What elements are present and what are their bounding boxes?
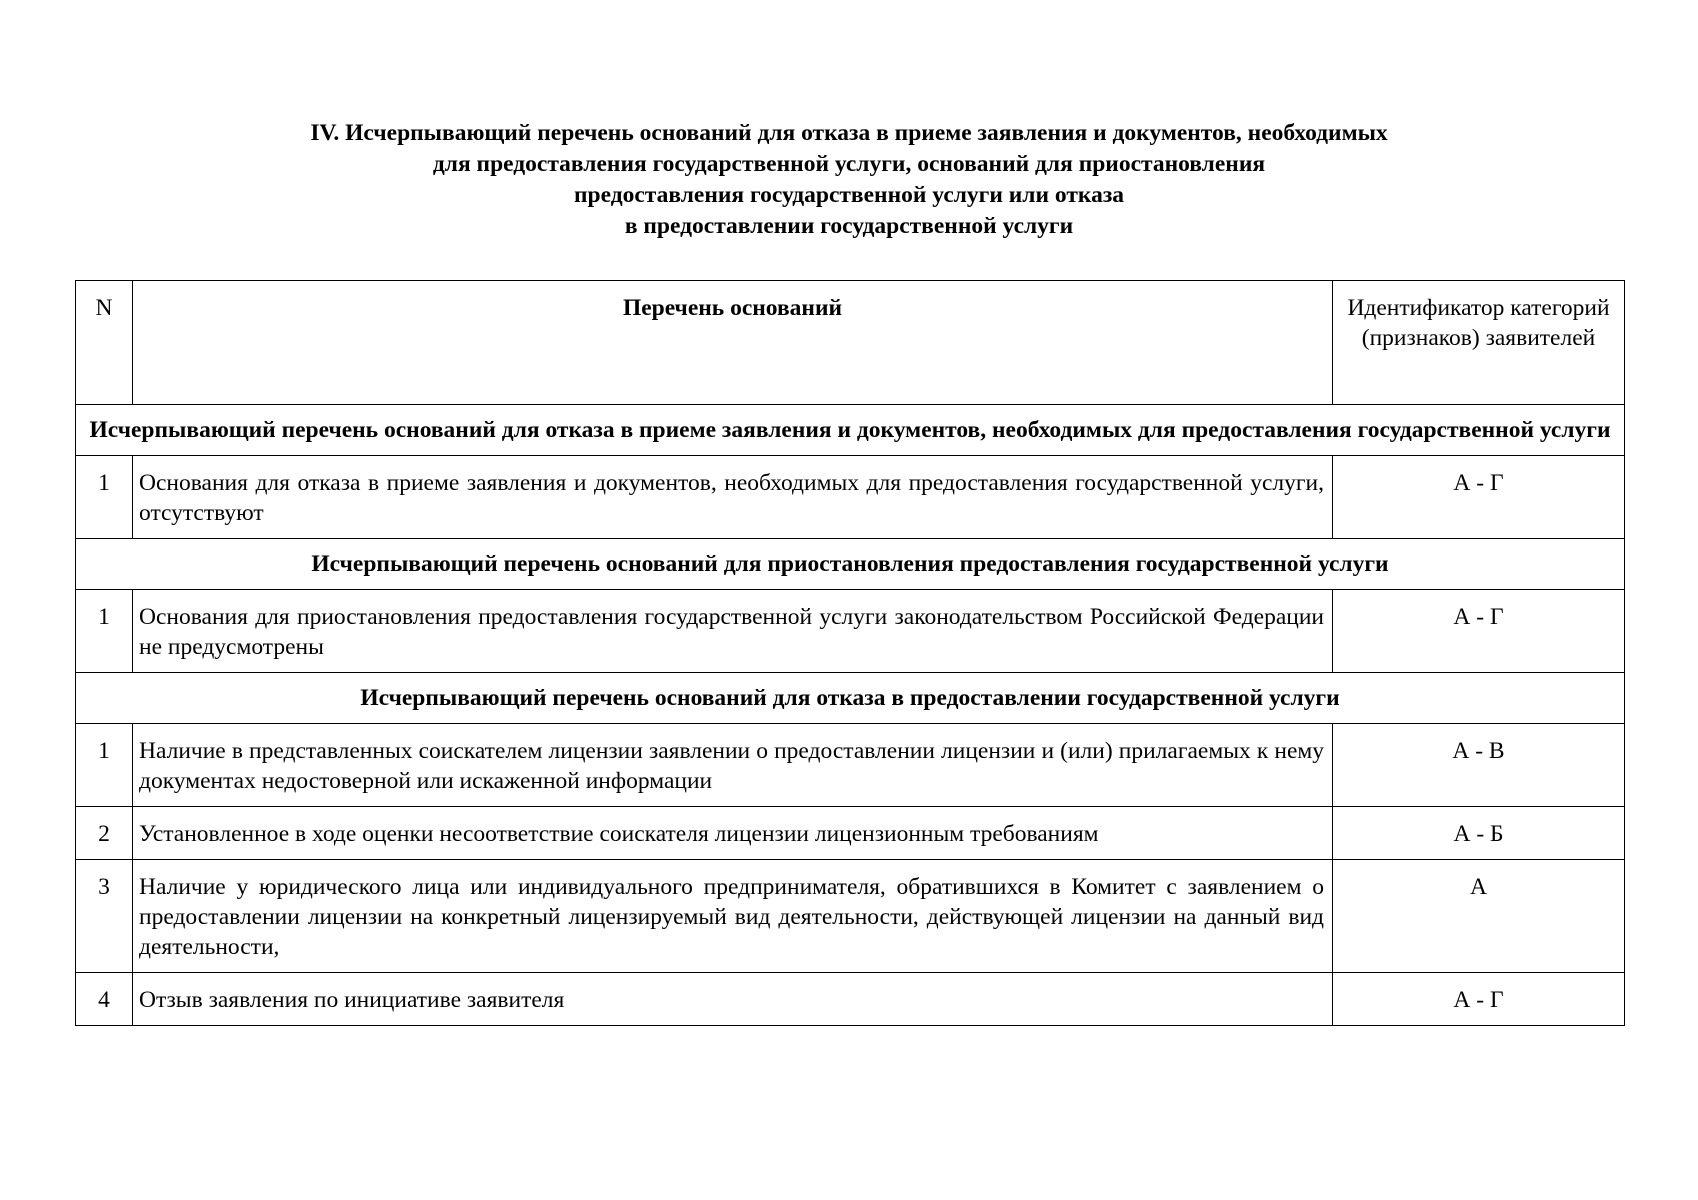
title-line: в предоставлении государственной услуги [624,213,1074,239]
row-ground-text: Отзыв заявления по инициативе заявителя [133,973,1333,1026]
section-header-row [76,405,1625,456]
row-ground-text: Наличие в представленных соискателем лицензии заявлении о предоставлении лицензии и (или) прилагаемых к нему документах недостоверной или искаженной информации [133,724,1333,807]
section-heading: Исчерпывающий перечень оснований для отказа в предоставлении государственной услуги [76,673,1625,724]
title-line: предоставления государственной услуги или отказа [573,182,1125,208]
table-row [76,860,1625,973]
row-number: 1 [76,724,133,807]
row-category: А - Г [1333,590,1625,673]
section-heading: Исчерпывающий перечень оснований для отказа в приеме заявления и документов, необходимых для предоставления государственной услуги [76,405,1625,456]
row-category: А - Б [1333,807,1625,860]
title-line: для предоставления государственной услуги, оснований для приостановления [432,151,1266,177]
row-number: 1 [76,590,133,673]
row-ground-text: Наличие у юридического лица или индивидуального предпринимателя, обратившихся в Комитет с заявлением о предоставлении лицензии на конкретный лицензируемый вид деятельности, действующей лицензии на данный вид деятельности, [133,860,1333,973]
header-categories: Идентификатор категорий (признаков) заявителей [1333,281,1625,405]
section-header-row [76,539,1625,590]
table-row [76,973,1625,1026]
header-number: N [76,281,133,405]
row-ground-text: Основания для приостановления предоставления государственной услуги законодательством Российской Федерации не предусмотрены [133,590,1333,673]
title-line: IV. Исчерпывающий перечень оснований для отказа в приеме заявления и документов, необходимых [310,120,1388,146]
row-category: А - Г [1333,456,1625,539]
row-category: А [1333,860,1625,973]
grounds-table [75,280,1625,1026]
table-header-row [76,281,1625,405]
row-number: 2 [76,807,133,860]
table-row [76,456,1625,539]
section-title [0,118,1698,242]
row-ground-text: Основания для отказа в приеме заявления и документов, необходимых для предоставления государственной услуги, отсутствуют [133,456,1333,539]
table-row [76,590,1625,673]
row-ground-text: Установленное в ходе оценки несоответствие соискателя лицензии лицензионным требованиям [133,807,1333,860]
row-category: А - В [1333,724,1625,807]
table-row [76,724,1625,807]
row-number: 3 [76,860,133,973]
row-category: А - Г [1333,973,1625,1026]
row-number: 1 [76,456,133,539]
section-heading: Исчерпывающий перечень оснований для приостановления предоставления государственной услуги [76,539,1625,590]
header-grounds: Перечень оснований [133,281,1333,405]
section-header-row [76,673,1625,724]
table-row [76,807,1625,860]
row-number: 4 [76,973,133,1026]
